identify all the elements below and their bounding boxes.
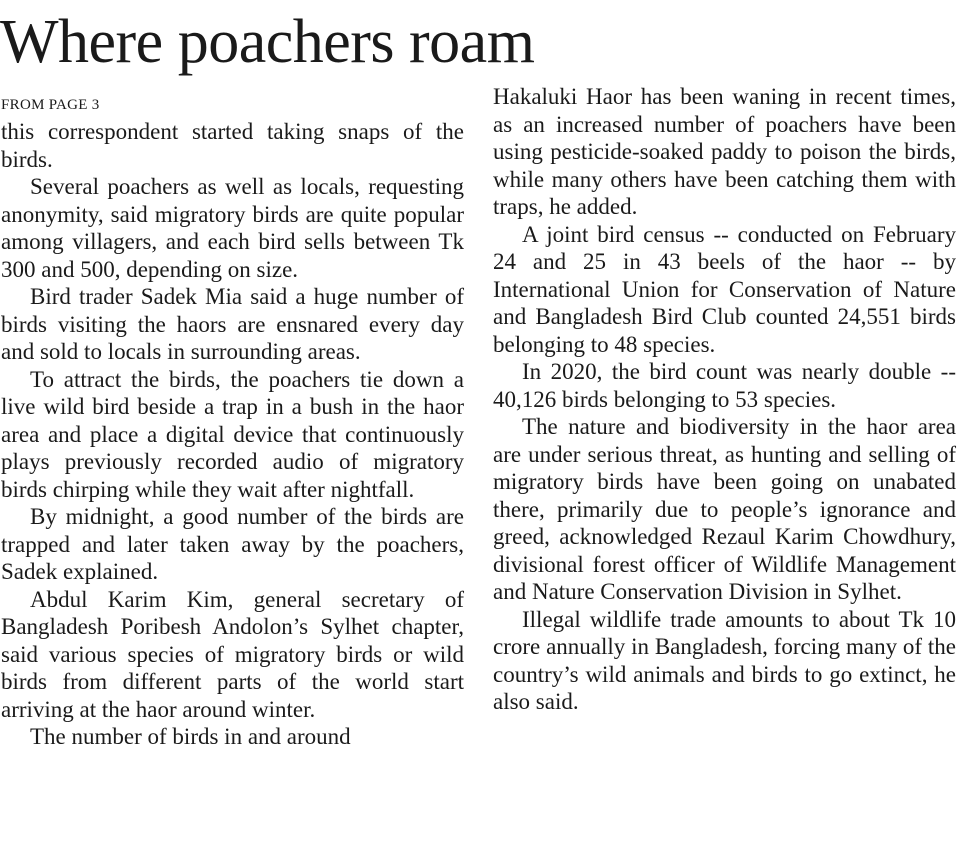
paragraph: To attract the birds, the poachers tie down a live wild bird beside a trap in a bush in the haor area and place a digital device that continuously plays previously recorded audio of migratory birds chirping while they wait after nightfall.	[1, 366, 464, 502]
paragraph: The nature and biodiversity in the haor area are under serious threat, as hunting and selling of migratory birds have been going on unabated there, primarily due to people’s ignorance and greed, acknowledged Rezaul Karim Chowdhury, divisional forest officer of Wildlife Management and Nature Conservation Division in Sylhet.	[493, 414, 956, 604]
paragraph: this correspondent started taking snaps of the birds.	[1, 119, 464, 172]
paragraph: Several poachers as well as locals, requesting anonymity, said migratory birds are quite popular among villagers, and each bird sells between Tk 300 and 500, depending on size.	[1, 174, 464, 282]
left-column	[1, 92, 464, 751]
paragraph: By midnight, a good number of the birds are trapped and later taken away by the poachers, Sadek explained.	[1, 504, 464, 584]
paragraph: The number of birds in and around	[30, 724, 351, 749]
paragraph: Abdul Karim Kim, general secretary of Bangladesh Poribesh Andolon’s Sylhet chapter, said various species of migratory birds or wild birds from different parts of the world start arriving at the haor around winter.	[1, 586, 464, 722]
right-column	[493, 83, 956, 716]
paragraph: In 2020, the bird count was nearly double -- 40,126 birds belonging to 53 species.	[493, 359, 956, 412]
paragraph: Bird trader Sadek Mia said a huge number of birds visiting the haors are ensnared every day and sold to locals in surrounding areas.	[1, 284, 464, 364]
paragraph: A joint bird census -- conducted on February 24 and 25 in 43 beels of the haor -- by International Union for Conservation of Nature and Bangladesh Bird Club counted 24,551 birds belonging to 48 species.	[493, 221, 956, 357]
continuation-label: FROM PAGE 3	[1, 97, 100, 113]
paragraph: Hakaluki Haor has been waning in recent times, as an increased number of poachers have been using pesticide-soaked paddy to poison the birds, while many others have been catching them with traps, he added.	[493, 84, 956, 219]
article-headline: Where poachers roam	[0, 8, 535, 76]
paragraph: Illegal wildlife trade amounts to about Tk 10 crore annually in Bangladesh, forcing many of the country’s wild animals and birds to go extinct, he also said.	[493, 606, 956, 714]
